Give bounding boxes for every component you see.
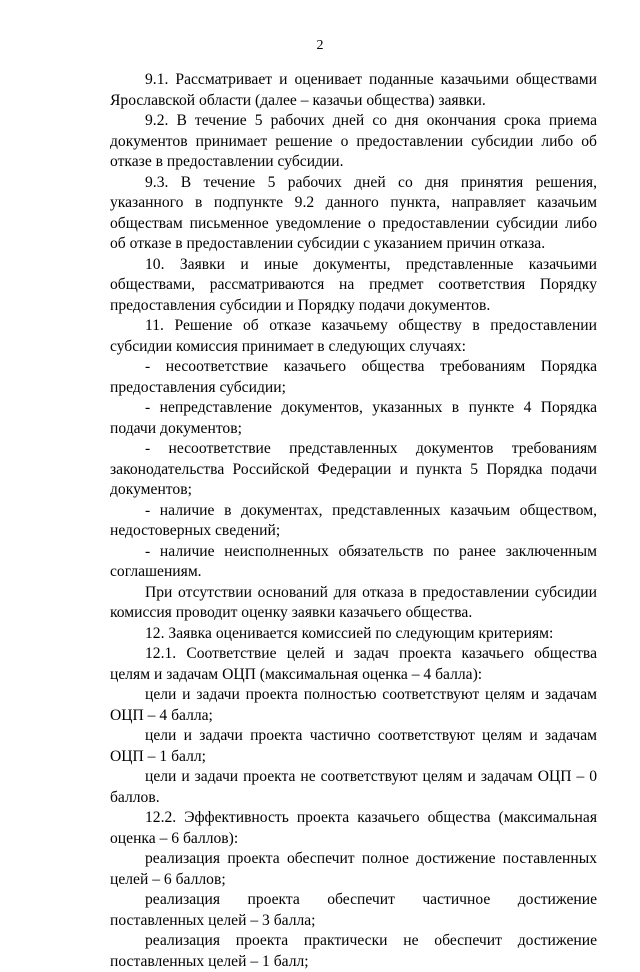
- refusal-reason-item: - несоответствие казачьего общества требованиям Порядка предоставления субсидии;: [110, 358, 597, 396]
- paragraph-no-refusal: При отсутствии оснований для отказа в предоставлении субсидии комиссия проводит оценку заявки казачьего общества.: [110, 583, 597, 621]
- criterion-score-item: цели и задачи проекта не соответствуют целям и задачам ОЦП – 0 баллов.: [110, 768, 597, 806]
- criterion-score-item: цели и задачи проекта частично соответствуют целям и задачам ОЦП – 1 балл;: [110, 727, 597, 765]
- paragraph-11: 11. Решение об отказе казачьему обществу в предоставлении субсидии комиссия принимает в следующих случаях:: [110, 317, 597, 355]
- criterion-score-item: реализация проекта обеспечит частичное достижение поставленных целей – 3 балла;: [110, 891, 597, 929]
- paragraph-9-3: 9.3. В течение 5 рабочих дней со дня принятия решения, указанного в подпункте 9.2 данного пункта, направляет казачьим обществам письменное уведомление о предоставлении субсидии либо об отказе в предоставлении субсидии с указанием причин отказа.: [110, 173, 597, 252]
- criterion-score-item: цели и задачи проекта полностью соответствуют целям и задачам ОЦП – 4 балла;: [110, 686, 597, 724]
- paragraph-12-1: 12.1. Соответствие целей и задач проекта казачьего общества целям и задачам ОЦП (максимальная оценка – 4 балла):: [110, 645, 597, 683]
- paragraph-9-1: 9.1. Рассматривает и оценивает поданные казачьими обществами Ярославской области (далее – казачьи общества) заявки.: [110, 71, 597, 109]
- paragraph-12-2: 12.2. Эффективность проекта казачьего общества (максимальная оценка – 6 баллов):: [110, 809, 597, 847]
- paragraph-12: 12. Заявка оценивается комиссией по следующим критериям:: [145, 624, 554, 642]
- criterion-score-item: реализация проекта практически не обеспечит достижение поставленных целей – 1 балл;: [110, 932, 597, 970]
- refusal-reason-item: - наличие в документах, представленных казачьим обществом, недостоверных сведений;: [110, 501, 597, 539]
- paragraph-10: 10. Заявки и иные документы, представленные казачьими обществами, рассматриваются на предмет соответствия Порядку предоставления субсидии и Порядку подачи документов.: [110, 255, 597, 314]
- criterion-score-item: реализация проекта обеспечит полное достижение поставленных целей – 6 баллов;: [110, 850, 597, 888]
- refusal-reason-item: - наличие неисполненных обязательств по ранее заключенным соглашениям.: [110, 542, 597, 580]
- refusal-reason-item: - несоответствие представленных документов требованиям законодательства Российской Федерации и пункта 5 Порядка подачи документов;: [110, 440, 597, 498]
- document-body: [110, 70, 597, 972]
- paragraph-9-2: 9.2. В течение 5 рабочих дней со дня окончания срока приема документов принимает решение о предоставлении субсидии либо об отказе в предоставлении субсидии.: [110, 112, 597, 170]
- page-number: 2: [316, 38, 324, 53]
- refusal-reason-item: - непредставление документов, указанных в пункте 4 Порядка подачи документов;: [110, 399, 597, 437]
